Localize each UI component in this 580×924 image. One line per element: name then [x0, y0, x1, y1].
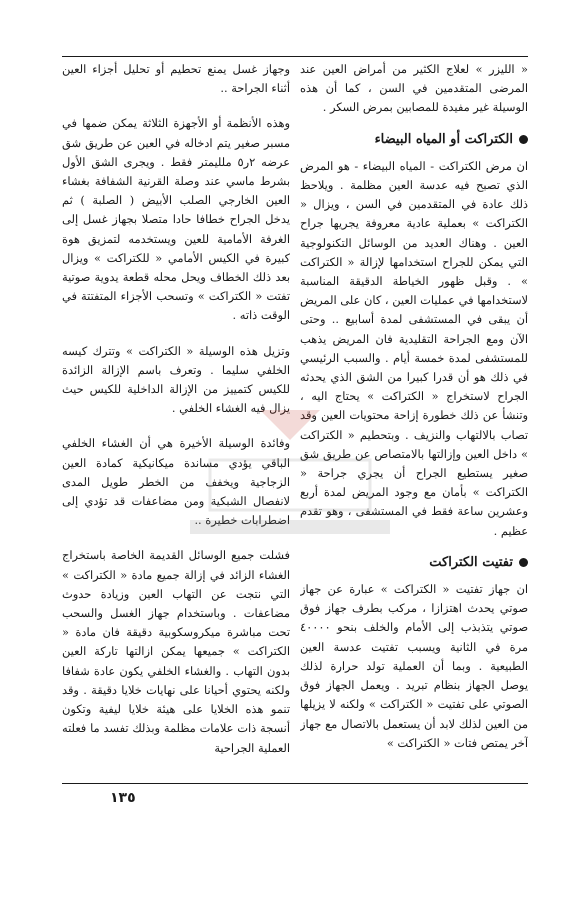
section-heading-text: تفتيت الكتراكت: [429, 554, 513, 570]
cataract-paragraph: ان مرض الكتراكت - المياه البيضاء - هو المرض الذي تصبح فيه عدسة العين مظلمة . ويلاحظ ذلك عادة في المتقدمين في السن ، ويزال « الكتراكت » بعملية عادية معروفة يجريها جراح العين . وهناك العديد من الوسائل التكنولوجية التي يمكن للجراح استخدامها لإزالة « الكتراكت » . وقبل ظهور الخياطة الدقيقة المناسبة لاستخدامها في عمليات العين ، كان على المريض أن يبقى في المستشفى لمدة أسابيع .. وحتى الآن ومع الجراحة التقليدية فان المريض يذهب للمستشفى لمدة خمسة أيام . والسبب الرئيسي في ذلك هو أن قدرا كبيرا من الشق الذي يحدثه الجراح لاستخراج « الكتراكت » يحتاج اليه ، وتنشأ عن ذلك خطورة إزاحة محتويات العين وقد تصاب بالالتهاب والنزيف . وبتحطيم « الكتراكت » داخل العين وإزالتها بالامتصاص عن طريق شق صغير يستطيع الجراح أن يجري جراحة « الكتراكت » بأمان مع وجود المريض لمدة أربع وعشرين ساعة فقط في المستشفى ، وهو تقدم عظيم .: [300, 158, 528, 538]
intro-paragraph: « الليزر » لعلاج الكثير من أمراض العين عند المرضى المتقدمين في السن ، كما أن هذه الوسيلة غير مفيدة للمصابين بمرض السكر .: [300, 62, 528, 115]
paragraph-1: وجهاز غسل يمنع تحطيم أو تحليل أجزاء العين أثناء الجراحة ..: [62, 62, 290, 96]
left-column: [62, 60, 290, 780]
bullet-icon: [519, 135, 528, 144]
page-number: ١٣٥: [110, 790, 136, 806]
paragraph-5: فشلت جميع الوسائل القديمة الخاصة باستخراج الغشاء الزائد في إزالة جميع مادة « الكتراكت » التي نتجت عن التهاب العين وزيادة حدوث مضاعفات . وباستخدام جهاز الغسل والسحب تحت مباشرة ميكروسكوبية دقيقة فان مادة « الكتراكت » جميعها يمكن ازالتها تاركة العين بدون التهاب . والغشاء الخلفي يكون عادة شفافا ولكنه يحتوي أحيانا على نهايات خلايا دقيقة . وقد تنمو هذه الخلايا على هيئة خلايا ليفية وتكون أنسجة ذات علامات مظلمة وبذلك تفسد ما فعلته العملية الجراحية: [62, 548, 290, 755]
right-column: [300, 60, 528, 780]
paragraph-4: وفائدة الوسيلة الأخيرة هي أن الغشاء الخلفي الباقي يؤدي مساندة ميكانيكية كمادة العين الزجاجية ويخفف من الخطر طويل المدى لانفصال الشبكية ومن مضاعفات قد تؤدي إلى اضطرابات خطيرة ..: [62, 436, 290, 528]
bottom-rule: [62, 783, 528, 784]
paragraph-3: وتزيل هذه الوسيلة « الكتراكت » وتترك كيسه الخلفي سليما . وتعرف باسم الإزالة الزائدة للكيس كتمييز من الإزالة الداخلية للكيس حيث يزال فيه الغشاء الخلفي .: [62, 343, 290, 416]
paragraph-2: وهذه الأنظمة أو الأجهزة الثلاثة يمكن ضمها في مسبر صغير يتم ادخاله في العين عن طريق شق عرضه ٢ر٥ ملليمتر فقط . ويجرى الشق الأول بشرط ماسي عند وصلة القرنية الشفافة بغشاء العين الخارجي الصلب الأبيض ( الصلبة ) ثم يدخل الجراح خطافا حادا متصلا بجهاز غسل إلى الغرفة الأمامية للعين ويستخدمه لتمزيق هوة كبيرة في الكيس الأمامي « للكتراكت » ويزال بعد ذلك الخطاف ويحل محله قطعة يدوية صوتية تفتت « الكتراكت » وتسحب الأجزاء المتفتتة في الوقت ذاته .: [62, 116, 290, 323]
top-rule: [62, 56, 528, 57]
section-heading-cataract: [300, 130, 528, 149]
section-heading-text: الكتراكت أو المياه البيضاء: [374, 131, 513, 147]
section-heading-phaco: [300, 553, 528, 572]
phaco-paragraph: ان جهاز تفتيت « الكتراكت » عبارة عن جهاز صوتي يحدث اهتزازا ، مركب بطرف جهاز فوق صوتي يتذبذب إلى الأمام والخلف بنحو ٤٠٠٠٠ مرة في الثانية ويسبب تفتيت عدسة العين الطبيعية . وبما أن العملية تولد حرارة لذلك يوصل الجهاز بنظام تبريد . ويعمل الجهاز فوق الصوتي على تفتيت « الكتراكت » ولكنه لا يزيلها من العين لذلك لابد أن يستعمل بالاتصال مع جهاز آخر يمتص فتات « الكتراكت »: [300, 582, 528, 750]
bullet-icon: [519, 558, 528, 567]
